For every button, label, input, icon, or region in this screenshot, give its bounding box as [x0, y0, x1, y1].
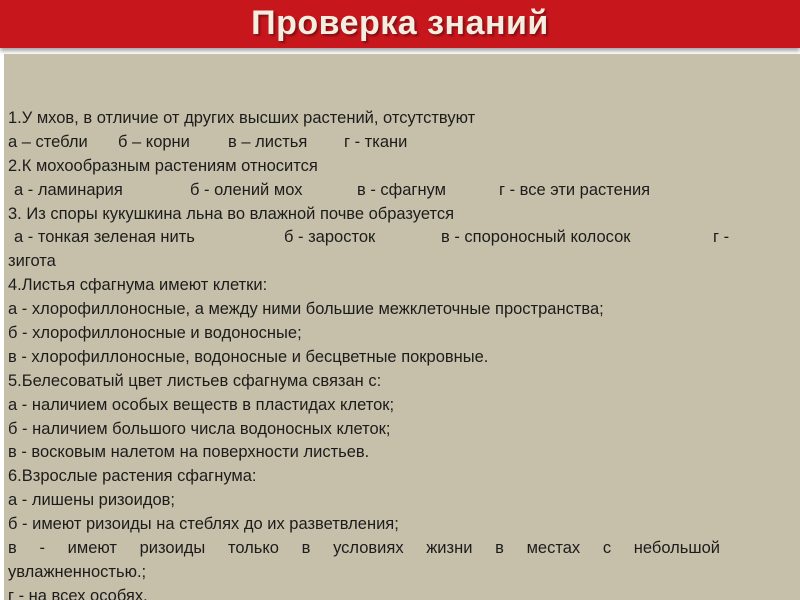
- question-3-text: 3. Из споры кукушкина льна во влажной почве образуется: [8, 204, 455, 223]
- question-6-option-d: г - на всех особях.: [8, 586, 148, 600]
- option-c: в – листья: [228, 132, 308, 151]
- question-3-option-d-continued: зигота: [8, 252, 56, 271]
- question-2-options: [8, 179, 790, 203]
- option-a: а – стебли: [8, 132, 88, 151]
- option-b: б - олений мох: [190, 180, 303, 199]
- question-list: [8, 107, 790, 600]
- option-a: а - ламинария: [14, 180, 123, 199]
- option-c: в - спороносный колосок: [441, 228, 631, 247]
- question-6-option-c: в - имеют ризоиды только в условиях жизни в местах с небольшой: [8, 539, 720, 558]
- question-6-option-a: а - лишены ризоидов;: [8, 491, 175, 510]
- question-5-option-a: а - наличием особых веществ в пластидах клеток;: [8, 395, 395, 414]
- question-4-option-b: б - хлорофиллоносные и водоносные;: [8, 324, 302, 343]
- question-1-options: [8, 131, 790, 155]
- option-b: б - заросток: [284, 228, 376, 247]
- question-6-option-c-continued: увлажненностью.;: [8, 562, 147, 581]
- content-panel: [4, 54, 800, 600]
- option-c: в - сфагнум: [357, 180, 446, 199]
- page-title: Проверка знаний: [251, 4, 549, 42]
- title-bar: [0, 0, 800, 48]
- question-4-text: 4.Листья сфагнума имеют клетки:: [8, 276, 268, 295]
- question-6-option-b: б - имеют ризоиды на стеблях до их разветвления;: [8, 515, 399, 534]
- option-b: б – корни: [118, 132, 190, 151]
- option-d: г - ткани: [344, 132, 408, 151]
- question-3-options: [8, 226, 790, 250]
- question-1-text: 1.У мхов, в отличие от других высших растений, отсутствуют: [8, 109, 476, 127]
- question-4-option-c: в - хлорофиллоносные, водоносные и бесцветные покровные.: [8, 347, 489, 366]
- question-5-option-c: в - восковым налетом на поверхности листьев.: [8, 443, 370, 462]
- question-6-text: 6.Взрослые растения сфагнума:: [8, 467, 257, 486]
- question-2-text: 2.К мохообразным растениям относится: [8, 156, 318, 175]
- option-a: а - тонкая зеленая нить: [14, 228, 195, 247]
- option-d: г -: [713, 228, 730, 247]
- question-5-text: 5.Белесоватый цвет листьев сфагнума связан с:: [8, 371, 382, 390]
- option-d: г - все эти растения: [499, 180, 651, 199]
- question-5-option-b: б - наличием большого числа водоносных клеток;: [8, 419, 391, 438]
- question-4-option-a: а - хлорофиллоносные, а между ними большие межклеточные пространства;: [8, 300, 604, 319]
